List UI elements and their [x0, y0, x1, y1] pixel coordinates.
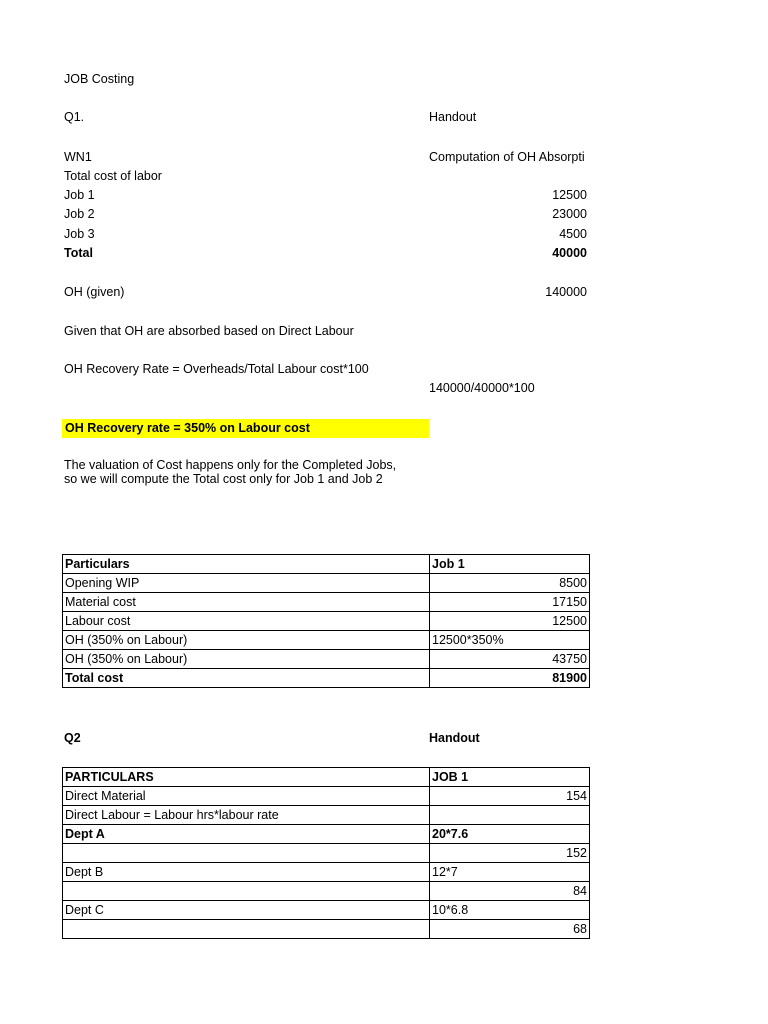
oh-given-value: 140000: [545, 285, 587, 299]
row-label: Dept A: [63, 825, 430, 844]
q2-handout: Handout: [429, 731, 480, 745]
q1-header-cell: Particulars: [63, 555, 430, 574]
row-value: 12500*350%: [430, 631, 590, 650]
row-label: Total cost: [63, 669, 430, 688]
row-label: Direct Material: [63, 787, 430, 806]
formula-calc: 140000/40000*100: [429, 381, 535, 395]
table-row: [63, 901, 590, 920]
q1-header-row: [63, 555, 590, 574]
computation-heading: Computation of OH Absorpti: [429, 150, 585, 164]
table-row: [63, 650, 590, 669]
row-label: [63, 920, 430, 939]
total-cost-labor-label: Total cost of labor: [64, 169, 162, 183]
row-value: 8500: [430, 574, 590, 593]
table-row: [63, 882, 590, 901]
table-row: [63, 787, 590, 806]
document-title: JOB Costing: [64, 72, 135, 86]
given-text: Given that OH are absorbed based on Direct Labour: [64, 324, 354, 338]
job-2-value: 23000: [552, 207, 587, 221]
job-1-value: 12500: [552, 188, 587, 202]
q2-header-cell: JOB 1: [430, 768, 590, 787]
table-row: [63, 806, 590, 825]
job-3-value: 4500: [559, 227, 587, 241]
valuation-line-2: so we will compute the Total cost only for Job 1 and Job 2: [64, 472, 383, 486]
row-value: 152: [430, 844, 590, 863]
job-2-label: Job 2: [64, 207, 95, 221]
row-value: 12*7: [430, 863, 590, 882]
job-1-label: Job 1: [64, 188, 95, 202]
row-value: 81900: [430, 669, 590, 688]
q2-header-cell: PARTICULARS: [63, 768, 430, 787]
row-label: Material cost: [63, 593, 430, 612]
row-value: 68: [430, 920, 590, 939]
row-value: 17150: [430, 593, 590, 612]
table-row: [63, 844, 590, 863]
row-label: OH (350% on Labour): [63, 631, 430, 650]
row-value: 10*6.8: [430, 901, 590, 920]
row-value: 12500: [430, 612, 590, 631]
q2-header-row: [63, 768, 590, 787]
formula-text: OH Recovery Rate = Overheads/Total Labour cost*100: [64, 362, 369, 376]
total-value: 40000: [552, 246, 587, 260]
table-row: [63, 631, 590, 650]
oh-given-label: OH (given): [64, 285, 125, 299]
row-label: Dept C: [63, 901, 430, 920]
row-value: 154: [430, 787, 590, 806]
table-row: [63, 593, 590, 612]
q2-label: Q2: [64, 731, 81, 745]
total-label: Total: [64, 246, 93, 260]
row-value: 84: [430, 882, 590, 901]
q1-table: [62, 554, 590, 688]
table-row: [63, 863, 590, 882]
row-value: [430, 806, 590, 825]
row-label: Labour cost: [63, 612, 430, 631]
row-label: [63, 844, 430, 863]
row-label: Opening WIP: [63, 574, 430, 593]
row-label: Direct Labour = Labour hrs*labour rate: [63, 806, 430, 825]
table-row: [63, 574, 590, 593]
table-row: [63, 920, 590, 939]
q1-header-cell: Job 1: [430, 555, 590, 574]
q2-table: [62, 767, 590, 939]
table-row: [63, 612, 590, 631]
highlight-text: OH Recovery rate = 350% on Labour cost: [65, 421, 310, 435]
job-3-label: Job 3: [64, 227, 95, 241]
q1-label: Q1.: [64, 110, 85, 124]
row-label: [63, 882, 430, 901]
row-value: 20*7.6: [430, 825, 590, 844]
row-label: Dept B: [63, 863, 430, 882]
table-row: [63, 669, 590, 688]
row-label: OH (350% on Labour): [63, 650, 430, 669]
table-row: [63, 825, 590, 844]
valuation-line-1: The valuation of Cost happens only for the Completed Jobs,: [64, 458, 397, 472]
row-value: 43750: [430, 650, 590, 669]
q1-handout: Handout: [429, 110, 477, 124]
wn1-label: WN1: [64, 150, 92, 164]
